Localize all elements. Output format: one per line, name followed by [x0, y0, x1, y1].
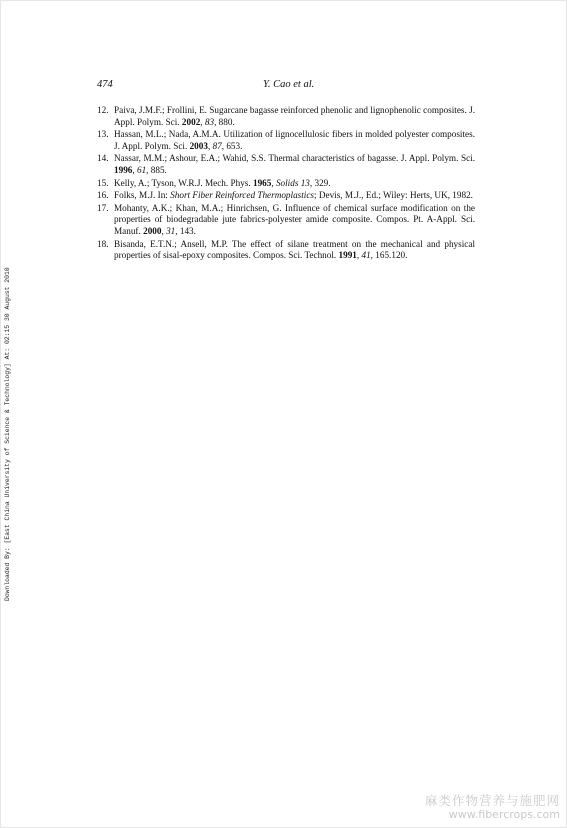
- reference-text-segment: , 885.: [146, 164, 167, 175]
- running-title: Y. Cao et al.: [263, 79, 315, 90]
- reference-text-segment: 1965: [252, 177, 272, 188]
- reference-text-segment: Kelly, A.; Tyson, W.R.J. Mech. Phys.: [114, 177, 253, 188]
- reference-text: [114, 190, 473, 200]
- reference-text: [114, 129, 475, 151]
- reference-text: [114, 105, 475, 127]
- reference-text-segment: , 329.: [309, 177, 331, 188]
- reference-text-segment: Hassan, M.L.; Nada, A.M.A. Utilization of lignocellulosic fibers in molded polyester composites. J. Appl. Polym. Sci.: [114, 129, 475, 151]
- reference-text: [114, 203, 475, 236]
- running-header: [97, 79, 477, 95]
- reference-item: [97, 129, 475, 152]
- reference-text-segment: 2003: [189, 140, 208, 151]
- reference-text-segment: Solids 13: [275, 177, 310, 188]
- reference-text: [114, 153, 475, 175]
- reference-item: [97, 153, 475, 176]
- reference-text: [114, 178, 331, 188]
- reference-number: 16.: [97, 190, 109, 201]
- reference-text-segment: Mohanty, A.K.; Khan, M.A.; Hinrichsen, G. Influence of chemical surface modification on the properties of biodegradable jute fabrics-polyester amide composite. Compos. Pt. A-Appl. Sci. Manuf.: [114, 202, 475, 236]
- reference-text-segment: , 880.: [214, 116, 235, 127]
- page-number: 474: [97, 79, 113, 90]
- reference-text-segment: 1996: [114, 164, 133, 175]
- reference-number: 15.: [97, 177, 109, 188]
- reference-text-segment: Paiva, J.M.F.; Frollini, E. Sugarcane bagasse reinforced phenolic and lignophenolic composites. J. Appl. Polym. Sci.: [114, 105, 475, 127]
- reference-text-segment: 87: [212, 140, 222, 151]
- reference-text-segment: ,: [271, 177, 276, 188]
- reference-item: [97, 178, 475, 190]
- reference-text: [114, 239, 475, 261]
- reference-item: [97, 190, 475, 202]
- download-note: Downloaded By: [East China University of Science & Technology] At: 02:15 30 August 2010: [4, 267, 11, 601]
- reference-text-segment: ,: [200, 116, 205, 127]
- reference-item: [97, 203, 475, 238]
- reference-item: [97, 105, 475, 128]
- reference-text-segment: Bisanda, E.T.N.; Ansell, M.P. The effect of silane treatment on the mechanical and physical properties of sisal-epoxy composites. Compos. Sci. Technol.: [114, 238, 475, 261]
- reference-list: [97, 105, 475, 263]
- reference-text-segment: ; Devis, M.J., Ed.; Wiley: Herts, UK, 1982.: [314, 190, 473, 201]
- reference-text-segment: ,: [356, 250, 362, 261]
- reference-number: 17.: [97, 202, 109, 213]
- reference-text-segment: , 165.120.: [370, 250, 408, 261]
- reference-item: [97, 239, 475, 262]
- reference-text-segment: ,: [161, 225, 167, 236]
- reference-text-segment: 2000: [143, 225, 162, 236]
- reference-number: 18.: [97, 238, 109, 249]
- reference-text-segment: 2002: [181, 116, 201, 127]
- reference-text-segment: ,: [207, 140, 213, 151]
- reference-number: 13.: [97, 129, 109, 140]
- reference-text-segment: 31: [166, 225, 176, 236]
- reference-number: 12.: [97, 105, 109, 115]
- reference-text-segment: ,: [132, 164, 137, 175]
- reference-text-segment: 61: [136, 164, 147, 175]
- reference-number: 14.: [97, 153, 109, 164]
- reference-text-segment: 1991: [338, 250, 357, 261]
- reference-text-segment: , 143.: [175, 225, 196, 236]
- reference-text-segment: Nassar, M.M.; Ashour, E.A.; Wahid, S.S. Thermal characteristics of bagasse. J. Appl. Polym. Sci.: [114, 153, 475, 164]
- watermark-url: www.fibercrops.com: [448, 808, 560, 821]
- reference-text-segment: , 653.: [221, 140, 243, 151]
- reference-text-segment: 41: [361, 250, 371, 261]
- watermark: [425, 793, 560, 821]
- reference-text-segment: 83: [204, 116, 215, 127]
- watermark-chinese-text: 麻类作物营养与施肥网: [424, 793, 560, 808]
- reference-text-segment: Short Fiber Reinforced Thermoplastics: [170, 190, 315, 201]
- reference-text-segment: Folks, M.J. In:: [114, 190, 171, 201]
